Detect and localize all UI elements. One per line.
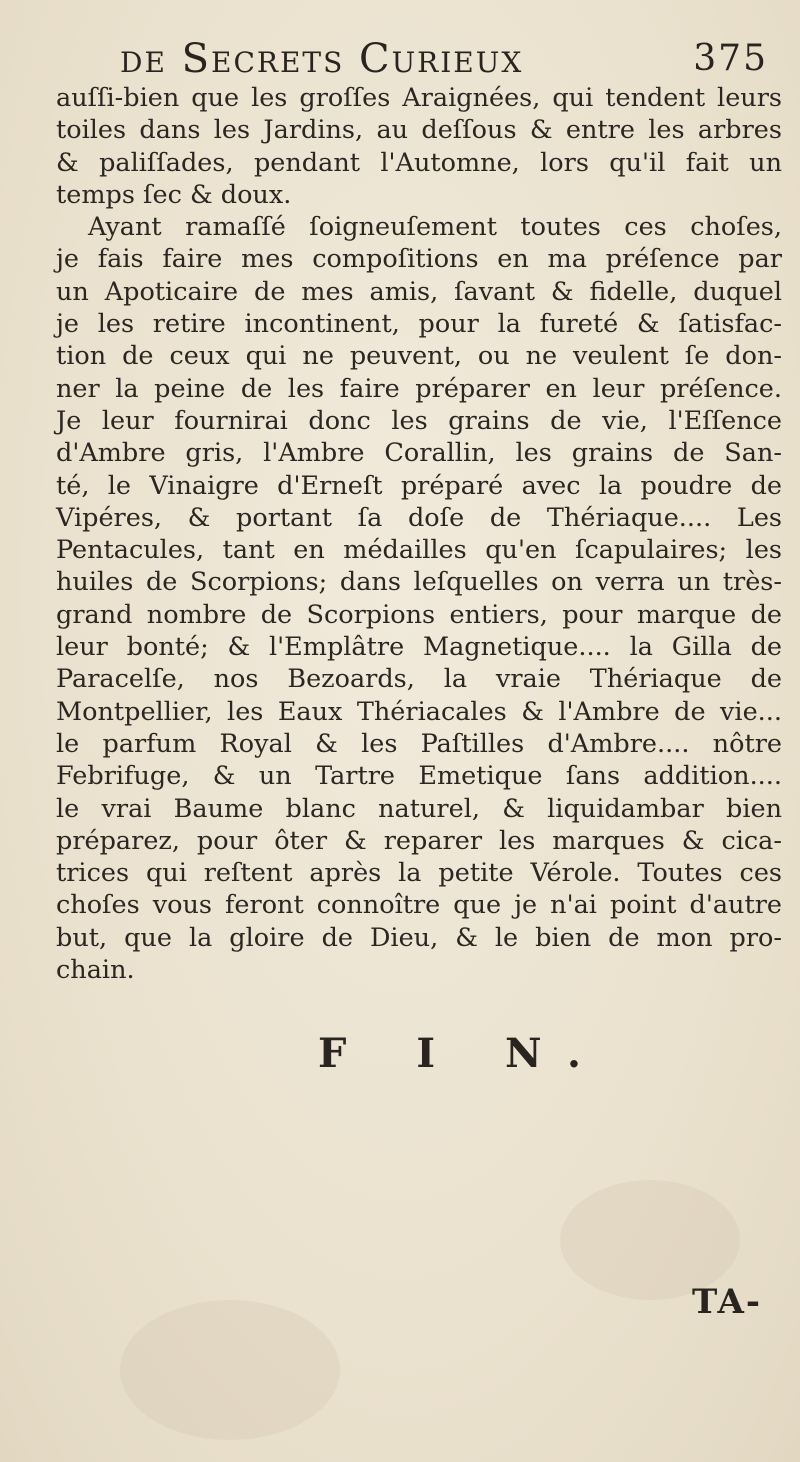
running-header [120,28,790,84]
page-number: 375 [693,38,768,79]
text-line: un Apoticaire de mes amis, ſavant & fidelle, duquel [56,276,782,307]
text-line: préparez, pour ôter & reparer les marques & cica- [56,825,782,856]
text-line: je fais faire mes compoſitions en ma préſence par [56,244,782,275]
text-line: tion de ceux qui ne peuvent, ou ne veulent ſe don- [56,341,782,372]
text-line: ner la peine de les faire préparer en leur préſence. [56,373,782,404]
text-line: auſſi-bien que les groſſes Araignées, qui tendent leurs [56,83,782,113]
text-line: leur bonté; & l'Emplâtre Magnetique.... la Gilla de [56,632,782,663]
text-line: je les retire incontinent, pour la fureté & ſatisfac- [56,309,782,340]
text-line: Febrifuge, & un Tartre Emetique ſans addition.... [56,761,782,792]
text-line: Vipéres, & portant ſa doſe de Thériaque.... Les [56,502,782,533]
text-line: huiles de Scorpions; dans leſquelles on verra un très- [56,567,782,598]
catchword: TA- [692,1282,762,1322]
paper-stain [120,1300,340,1440]
text-line: d'Ambre gris, l'Ambre Corallin, les grains de San- [56,438,782,469]
running-title: de Secrets Curieux [120,36,524,82]
fin-label: F I N. [318,1030,609,1077]
text-line: le vrai Baume blanc naturel, & liquidambar bien [56,793,782,824]
text-line: chain. [56,955,135,986]
text-line: Pentacules, tant en médailles qu'en ſcapulaires; les [56,535,782,566]
text-line: temps ſec & doux. [56,179,292,210]
text-line: but, que la gloire de Dieu, & le bien de mon pro- [56,922,782,953]
text-line: Montpellier, les Eaux Thériacales & l'Ambre de vie... [56,696,782,727]
body-text [56,82,782,986]
text-line: trices qui reſtent après la petite Vérole. Toutes ces [56,858,782,889]
text-line: & paliſſades, pendant l'Automne, lors qu'il fait un [56,147,782,178]
text-line: Je leur fournirai donc les grains de vie, l'Eſſence [56,405,782,436]
text-line: té, le Vinaigre d'Erneſt préparé avec la poudre de [56,470,782,501]
text-line: Ayant ramaſſé ſoigneuſement toutes ces choſes, [88,212,782,243]
text-line: choſes vous feront connoître que je n'ai point d'autre [56,890,782,921]
text-line: grand nombre de Scorpions entiers, pour marque de [56,599,782,630]
text-line: Paracelſe, nos Bezoards, la vraie Thériaque de [56,664,782,695]
text-line: le parfum Royal & les Paſtilles d'Ambre.... nôtre [56,728,782,759]
text-line: toiles dans les Jardins, au deſſous & entre les arbres [56,115,782,146]
